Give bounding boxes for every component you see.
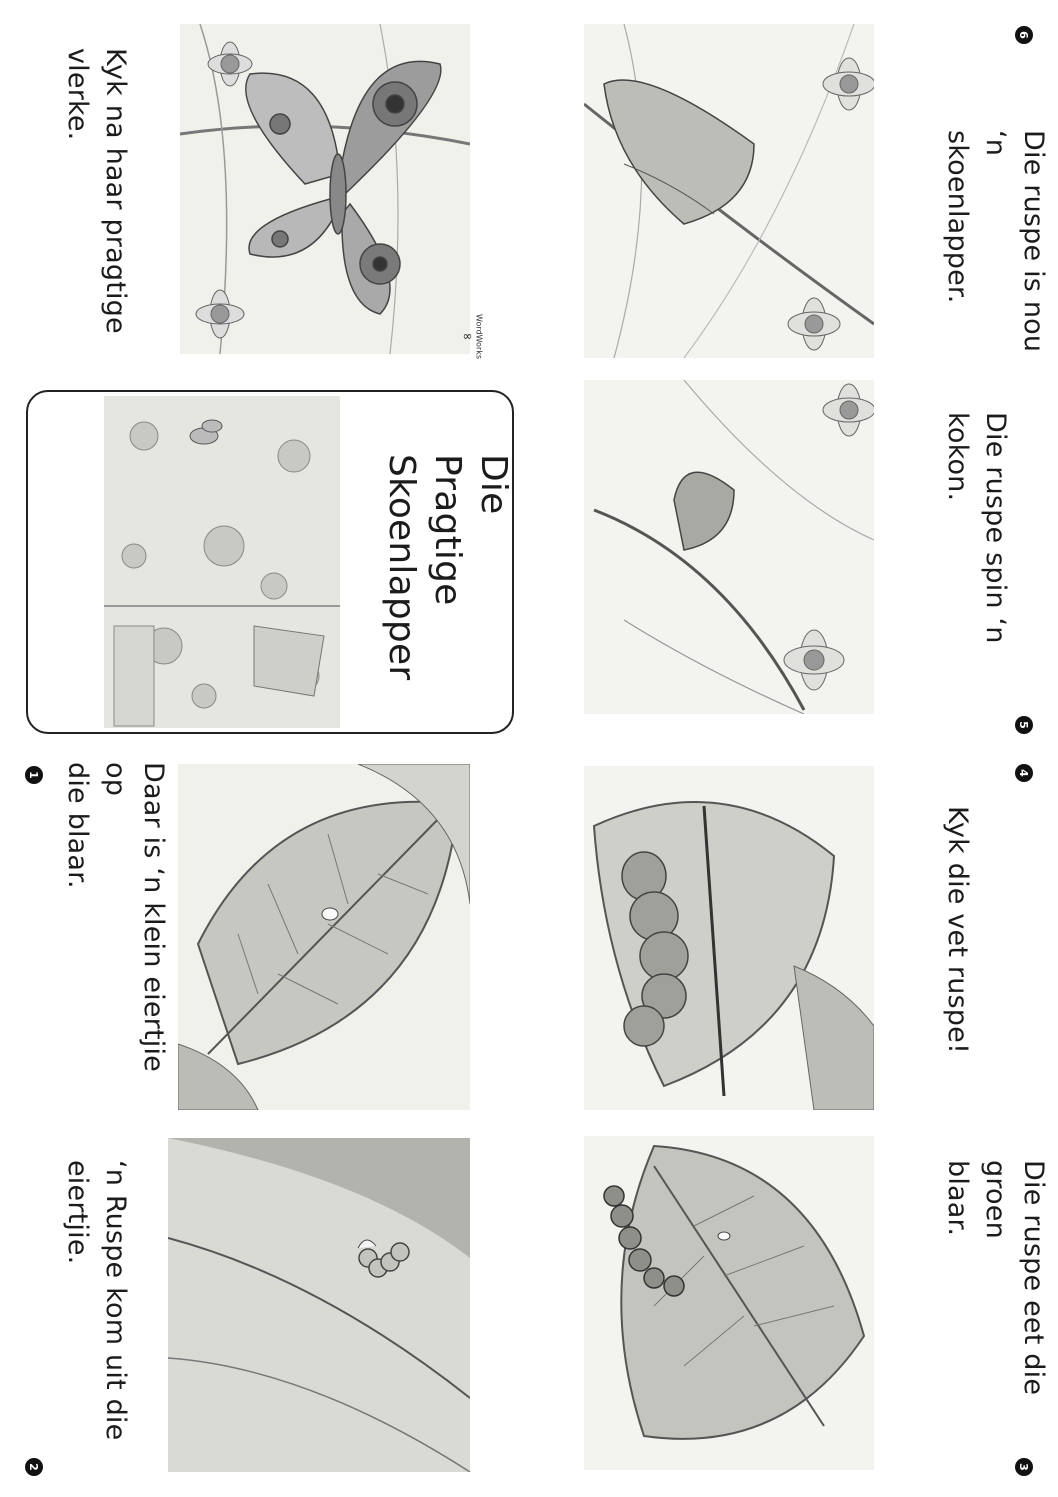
wordworks-logo [448,313,498,359]
logo-text: WordWorks [474,313,484,359]
logo-icon: ∞ [462,329,473,343]
page-number-1: 1 [25,766,43,784]
leaf-egg-illustration [178,764,470,1110]
page-4-text: Kyk die vet ruspe! [942,806,973,1054]
cocoon-illustration [584,380,874,714]
page-1-text: Daar is ‘n klein eiertjie op die blaar. [62,762,169,1072]
page-6-text: Die ruspe is nou ‘n skoenlapper. [942,130,1049,353]
cover-card [26,390,514,734]
book-title: Die Pragtige Skoenlapper [381,454,514,681]
fat-caterpillar-illustration [584,766,874,1110]
butterfly-illustration [180,24,470,354]
page-number-5: 5 [1015,716,1033,734]
page-7-text: Kyk na haar pragtige vlerke. [62,48,131,334]
page-number-4: 4 [1015,764,1033,782]
cover-garden-illustration [104,396,340,728]
page-2-text: ‘n Ruspe kom uit die eiertjie. [62,1160,131,1441]
page-number-3: 3 [1015,1458,1033,1476]
page-number-6: 6 [1015,26,1033,44]
caterpillar-eating-illustration [584,1136,874,1470]
page-number-2: 2 [25,1458,43,1476]
page-3-text: Die ruspe eet die groen blaar. [942,1160,1049,1396]
page-5-text: Die ruspe spin ‘n kokon. [942,412,1011,644]
caterpillar-hatching-illustration [168,1138,470,1472]
butterfly-emerging-illustration [584,24,874,358]
